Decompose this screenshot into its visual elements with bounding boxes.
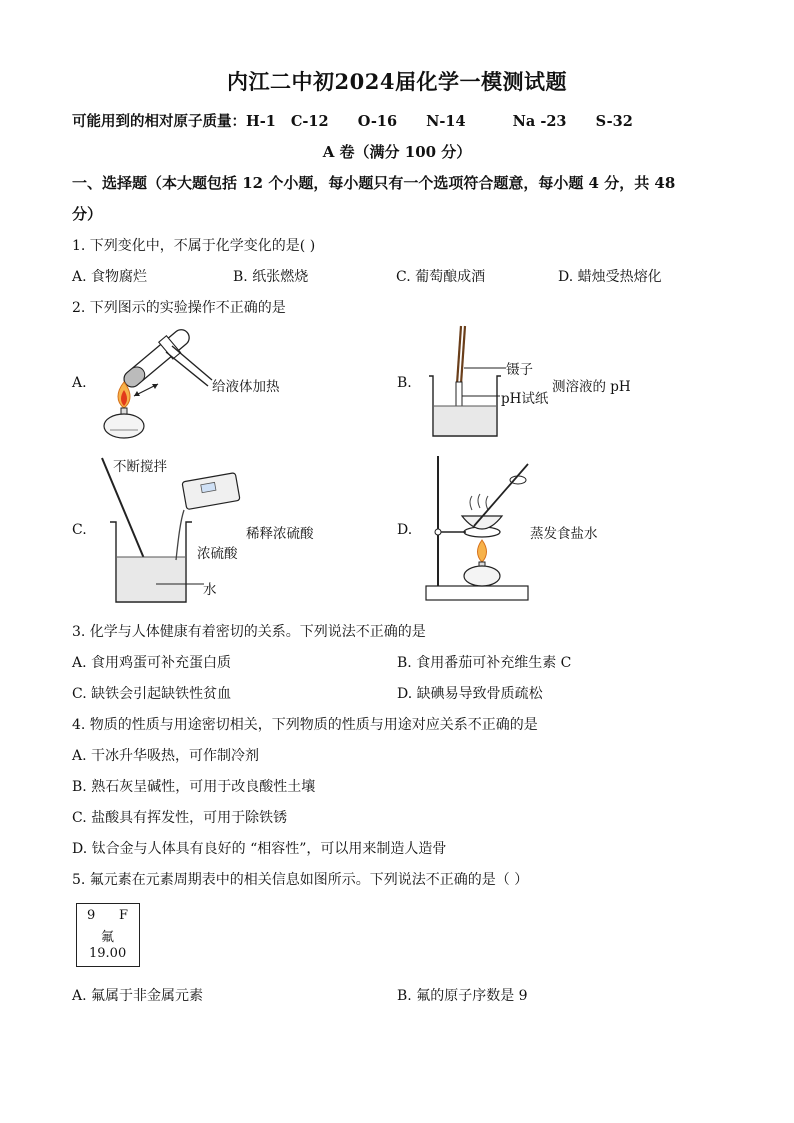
option-c-letter: C.: [72, 522, 87, 538]
label-pointer-lines: [460, 360, 510, 400]
question-4-option-a: A. 干冰升华吸热，可作制冷剂: [72, 748, 260, 764]
question-1-option-a: A. 食物腐烂: [72, 269, 148, 285]
question-1-option-b: B. 纸张燃烧: [233, 269, 309, 285]
element-number: 9: [87, 908, 96, 923]
option-d-letter: D.: [397, 522, 413, 538]
stir-label: 不断搅拌: [113, 459, 167, 475]
question-4-option-d: D. 钛合金与人体具有良好的 “相容性”，可以用来制造人造骨: [72, 841, 447, 857]
atomic-mass-item: S-32: [595, 113, 633, 130]
evaporation-illustration: [422, 452, 534, 604]
conc-acid-label: 浓硫酸: [197, 546, 238, 562]
section-heading: 一、选择题（本大题包括 12 个小题，每小题只有一个选项符合题意，每小题 4 分，共 48: [72, 174, 676, 192]
page-title: 内江二中初2024届化学一模测试题: [227, 69, 567, 94]
element-symbol: F: [119, 908, 129, 923]
heating-liquid-illustration: [96, 322, 216, 444]
element-card: [76, 903, 140, 967]
question-2-stem: 2. 下列图示的实验操作不正确的是: [72, 300, 286, 316]
option-c-caption: 稀释浓硫酸: [246, 526, 314, 542]
atomic-mass-item: Na -23: [512, 113, 567, 130]
tweezers-label: 镊子: [506, 362, 533, 378]
option-a-letter: A.: [72, 375, 87, 391]
question-4-stem: 4. 物质的性质与用途密切相关，下列物质的性质与用途对应关系不正确的是: [72, 717, 538, 733]
question-5-stem: 5. 氟元素在元素周期表中的相关信息如图所示。下列说法不正确的是（ ）: [72, 872, 529, 888]
diluting-acid-illustration: [100, 452, 250, 604]
atomic-mass-item: N-14: [426, 113, 466, 130]
question-4-option-c: C. 盐酸具有挥发性，可用于除铁锈: [72, 810, 288, 826]
atomic-mass-item: C-12: [290, 113, 329, 130]
question-4-option-b: B. 熟石灰呈碱性，可用于改良酸性土壤: [72, 779, 316, 795]
question-3-stem: 3. 化学与人体健康有着密切的关系。下列说法不正确的是: [72, 624, 426, 640]
question-5-option-b: B. 氟的原子序数是 9: [397, 988, 528, 1004]
atomic-mass-item: O-16: [357, 113, 398, 130]
element-mass: 19.00: [89, 946, 127, 961]
section-heading-cont: 分）: [72, 205, 103, 223]
ph-paper-label: pH试纸: [501, 391, 549, 407]
question-1-option-c: C. 葡萄酿成酒: [396, 269, 486, 285]
question-1-stem: 1. 下列变化中，不属于化学变化的是( ): [72, 238, 316, 254]
option-b-caption: 测溶液的 pH: [552, 379, 631, 395]
option-d-caption: 蒸发食盐水: [530, 526, 598, 542]
question-1-option-d: D. 蜡烛受热熔化: [558, 269, 662, 285]
atomic-masses-label: 可能用到的相对原子质量：H-1: [72, 113, 276, 130]
question-5-option-a: A. 氟属于非金属元素: [72, 988, 204, 1004]
part-a-heading: A 卷（满分 100 分）: [322, 143, 472, 161]
option-a-caption: 给液体加热: [212, 379, 280, 395]
question-3-option-b: B. 食用番茄可补充维生素 C: [397, 655, 572, 671]
water-label: 水: [203, 582, 217, 598]
element-name: 氟: [101, 930, 115, 945]
atomic-masses: [72, 110, 657, 131]
question-3-option-c: C. 缺铁会引起缺铁性贫血: [72, 686, 232, 702]
question-3-option-d: D. 缺碘易导致骨质疏松: [397, 686, 543, 702]
question-3-option-a: A. 食用鸡蛋可补充蛋白质: [72, 655, 232, 671]
option-b-letter: B.: [397, 375, 412, 391]
